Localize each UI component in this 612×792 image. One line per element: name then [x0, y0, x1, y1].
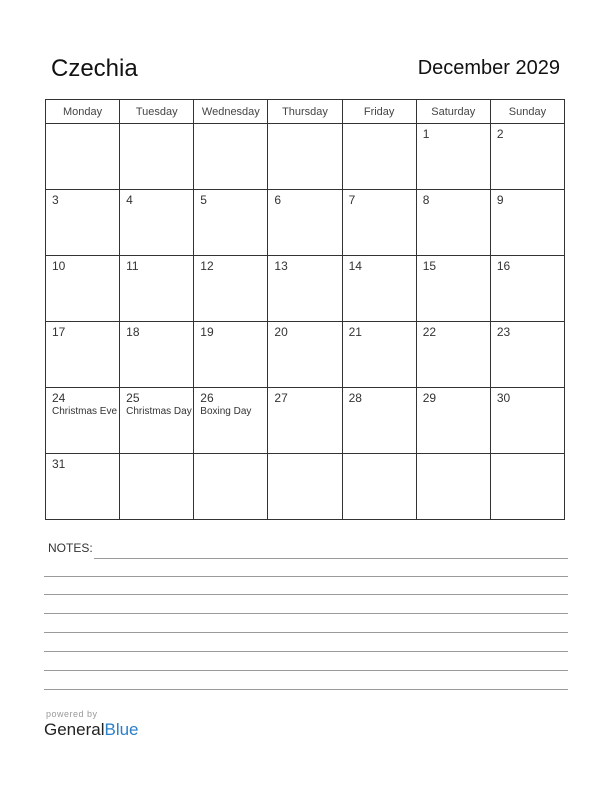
- calendar-day-cell: [46, 388, 120, 454]
- powered-by-text: powered by: [46, 709, 98, 719]
- calendar-day-cell: [46, 190, 120, 256]
- day-number: 15: [422, 259, 437, 273]
- calendar-grid: [45, 99, 565, 520]
- brand-blue: Blue: [104, 720, 139, 739]
- calendar-day-cell: [342, 388, 416, 454]
- calendar-week-row: [46, 454, 565, 520]
- calendar-week-row: [46, 322, 565, 388]
- calendar-day-cell: [490, 454, 564, 520]
- calendar-day-cell: [120, 454, 194, 520]
- day-number: 6: [274, 193, 282, 207]
- day-number: 2: [496, 127, 504, 141]
- day-number: 1: [422, 127, 430, 141]
- notes-line: [44, 670, 568, 671]
- weekday-header: Friday: [342, 100, 416, 124]
- calendar-day-cell: [194, 256, 268, 322]
- calendar-day-cell: [342, 256, 416, 322]
- notes-line: [44, 651, 568, 652]
- calendar-day-cell: [416, 388, 490, 454]
- calendar-day-cell: [46, 322, 120, 388]
- day-number: 17: [52, 325, 66, 339]
- holiday-label: Christmas Day: [126, 406, 192, 417]
- weekday-header: Tuesday: [120, 100, 194, 124]
- notes-line: [94, 558, 568, 559]
- month-year-title: December 2029: [417, 57, 560, 79]
- day-number: 4: [126, 193, 133, 207]
- calendar-day-cell: [416, 256, 490, 322]
- calendar-day-cell: [46, 454, 120, 520]
- calendar-day-cell: [194, 388, 268, 454]
- day-number: 19: [200, 325, 214, 339]
- calendar-day-cell: [46, 256, 120, 322]
- day-number: 21: [348, 325, 362, 339]
- calendar-day-cell: [342, 322, 416, 388]
- calendar-day-cell: [490, 124, 564, 190]
- brand-general: General: [44, 720, 105, 739]
- calendar-day-cell: [194, 454, 268, 520]
- calendar-day-cell: [194, 322, 268, 388]
- calendar-day-cell: [120, 190, 194, 256]
- calendar-day-cell: [268, 322, 342, 388]
- calendar-day-cell: [342, 454, 416, 520]
- calendar-week-row: [46, 256, 565, 322]
- calendar-day-cell: [268, 388, 342, 454]
- day-number: 25: [126, 391, 140, 405]
- calendar-day-cell: [490, 190, 564, 256]
- notes-line: [44, 594, 568, 595]
- calendar-day-cell: [490, 322, 564, 388]
- calendar-day-cell: [416, 124, 490, 190]
- day-number: 3: [52, 193, 59, 207]
- day-number: 7: [348, 193, 356, 207]
- day-number: 13: [274, 259, 288, 273]
- holiday-label: Boxing Day: [200, 406, 252, 417]
- calendar-day-cell: [342, 124, 416, 190]
- calendar-day-cell: [46, 124, 120, 190]
- weekday-header: Sunday: [490, 100, 564, 124]
- day-number: 30: [496, 391, 511, 405]
- weekday-header: Monday: [46, 100, 120, 124]
- day-number: 12: [200, 259, 214, 273]
- day-number: 24: [52, 391, 66, 405]
- calendar-day-cell: [416, 454, 490, 520]
- calendar-day-cell: [268, 454, 342, 520]
- weekday-header: Saturday: [416, 100, 490, 124]
- day-number: 11: [126, 259, 139, 273]
- calendar-day-cell: [120, 124, 194, 190]
- calendar-week-row: [46, 388, 565, 454]
- day-number: 14: [348, 259, 362, 273]
- calendar-week-row: [46, 190, 565, 256]
- brand-logo[interactable]: [44, 720, 139, 740]
- day-number: 29: [422, 391, 437, 405]
- calendar-day-cell: [268, 256, 342, 322]
- calendar-day-cell: [490, 388, 564, 454]
- weekday-header: Thursday: [268, 100, 342, 124]
- day-number: 28: [348, 391, 362, 405]
- holiday-label: Christmas Eve: [52, 406, 118, 417]
- calendar-day-cell: [342, 190, 416, 256]
- calendar-week-row: [46, 124, 565, 190]
- day-number: 10: [52, 259, 66, 273]
- day-number: 9: [496, 193, 504, 207]
- day-number: 18: [126, 325, 140, 339]
- day-number: 27: [274, 391, 288, 405]
- notes-line: [44, 632, 568, 633]
- calendar-day-cell: [416, 190, 490, 256]
- day-number: 31: [52, 457, 66, 471]
- calendar-day-cell: [120, 256, 194, 322]
- day-number: 23: [496, 325, 511, 339]
- day-number: 20: [274, 325, 288, 339]
- day-number: 8: [422, 193, 430, 207]
- calendar-day-cell: [194, 190, 268, 256]
- calendar-day-cell: [194, 124, 268, 190]
- notes-line: [44, 576, 568, 577]
- day-number: 26: [200, 391, 214, 405]
- day-number: 22: [422, 325, 437, 339]
- notes-line: [44, 613, 568, 614]
- country-title: Czechia: [51, 55, 138, 82]
- calendar-day-cell: [268, 124, 342, 190]
- calendar-day-cell: [268, 190, 342, 256]
- weekday-header: Wednesday: [194, 100, 268, 124]
- weekday-header-row: [46, 100, 565, 124]
- notes-label: NOTES:: [48, 541, 93, 555]
- day-number: 16: [496, 259, 511, 273]
- calendar-day-cell: [120, 388, 194, 454]
- calendar-day-cell: [416, 322, 490, 388]
- day-number: 5: [200, 193, 207, 207]
- notes-line: [44, 689, 568, 690]
- calendar-day-cell: [120, 322, 194, 388]
- calendar-day-cell: [490, 256, 564, 322]
